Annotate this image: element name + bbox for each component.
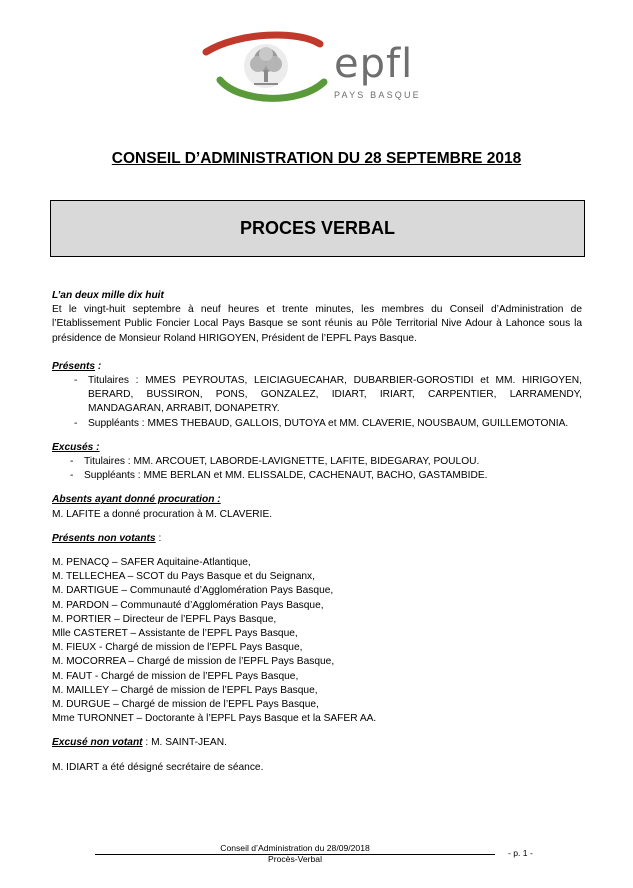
list-item: M. PENACQ – SAFER Aquitaine-Atlantique, bbox=[52, 557, 251, 569]
secretary-line: M. IDIART a été désigné secrétaire de séance. bbox=[52, 761, 264, 773]
excuses-heading: Excusés : bbox=[52, 441, 100, 453]
list-item: Mme TURONNET – Doctorante à l’EPFL Pays Basque et la SAFER AA. bbox=[52, 713, 377, 725]
list-item: M. FIEUX - Chargé de mission de l’EPFL Pays Basque, bbox=[52, 642, 303, 654]
absents-heading: Absents ayant donné procuration : bbox=[52, 494, 221, 506]
page-number: - p. 1 - bbox=[508, 848, 533, 858]
list-item: - Suppléants : MME BERLAN et MM. ELISSALDE, CACHENAUT, BACHO, GASTAMBIDE. bbox=[52, 469, 582, 483]
non-votants-label: Présents non votants bbox=[52, 532, 156, 544]
logo-subtitle: PAYS BASQUE bbox=[334, 90, 421, 100]
list-item: M. PORTIER – Directeur de l’EPFL Pays Basque, bbox=[52, 613, 277, 625]
list-item: - Titulaires : MMES PEYROUTAS, LEICIAGUECAHAR, DUBARBIER-GOROSTIDI et MM. HIRIGOYEN, BERARD, BUSSIRON, PONS, GONZALEZ, IDIART, IRIART, CARPENTIER, LARRAMENDY, MANDAGARAN, ARRABIT, DONAPETRY. bbox=[52, 374, 582, 417]
footer-divider bbox=[95, 854, 495, 855]
logo-wordmark: epfl bbox=[334, 41, 414, 87]
list-item: - Titulaires : MM. ARCOUET, LABORDE-LAVIGNETTE, LAFITE, BIDEGARAY, POULOU. bbox=[52, 455, 582, 469]
date-line: L’an deux mille dix huit bbox=[52, 290, 164, 301]
excuse-non-votant-label: Excusé non votant bbox=[52, 737, 143, 749]
document-body bbox=[52, 289, 582, 775]
non-votants-suffix: : bbox=[155, 532, 162, 544]
presents-list bbox=[52, 374, 582, 431]
proces-verbal-box bbox=[50, 200, 585, 257]
list-item: M. MOCORREA – Chargé de mission de l’EPFL Pays Basque, bbox=[52, 656, 335, 668]
footer-line2: Procès-Verbal bbox=[268, 854, 322, 864]
document-title: CONSEIL D’ADMINISTRATION DU 28 SEPTEMBRE 2018 bbox=[111, 150, 522, 167]
list-item: - Suppléants : MMES THEBAUD, GALLOIS, DUTOYA et MM. CLAVERIE, NOUSBAUM, GUILLEMOTONIA. bbox=[52, 417, 582, 431]
presents-suffix: : bbox=[95, 360, 102, 372]
page-footer bbox=[95, 843, 495, 865]
list-item: M. MAILLEY – Chargé de mission de l’EPFL Pays Basque, bbox=[52, 684, 318, 696]
absents-text: M. LAFITE a donné procuration à M. CLAVERIE. bbox=[52, 508, 273, 520]
intro-paragraph: Et le vingt-huit septembre à neuf heures et trente minutes, les membres du Conseil d’Administration de l’Etablissement Public Foncier Local Pays Basque se sont réunis au Pôle Territorial Nive Adour à Lahonce sous la présidence de Monsieur Roland HIRIGOYEN, Président de l’EPFL Pays Basque. bbox=[52, 304, 582, 344]
excuse-non-votant-text: : M. SAINT-JEAN. bbox=[142, 737, 227, 749]
excuse-non-votant bbox=[52, 736, 582, 750]
box-title: PROCES VERBAL bbox=[239, 218, 396, 238]
non-votants-heading bbox=[52, 532, 582, 546]
list-item: M. PARDON – Communauté d’Agglomération Pays Basque, bbox=[52, 599, 324, 611]
list-item: M. FAUT - Chargé de mission de l’EPFL Pays Basque, bbox=[52, 670, 299, 682]
list-item: M. DARTIGUE – Communauté d’Agglomération Pays Basque, bbox=[52, 585, 334, 597]
list-item: M. TELLECHEA – SCOT du Pays Basque et du Seignanx, bbox=[52, 571, 315, 583]
list-item: M. DURGUE – Chargé de mission de l’EPFL Pays Basque, bbox=[52, 699, 319, 711]
list-item: Mlle CASTERET – Assistante de l’EPFL Pays Basque, bbox=[52, 628, 298, 640]
footer-line1: Conseil d’Administration du 28/09/2018 bbox=[220, 843, 370, 853]
presents-label: Présents bbox=[52, 360, 96, 372]
presents-heading bbox=[52, 360, 582, 374]
excuses-list bbox=[52, 455, 582, 483]
non-votants-list bbox=[52, 556, 582, 726]
